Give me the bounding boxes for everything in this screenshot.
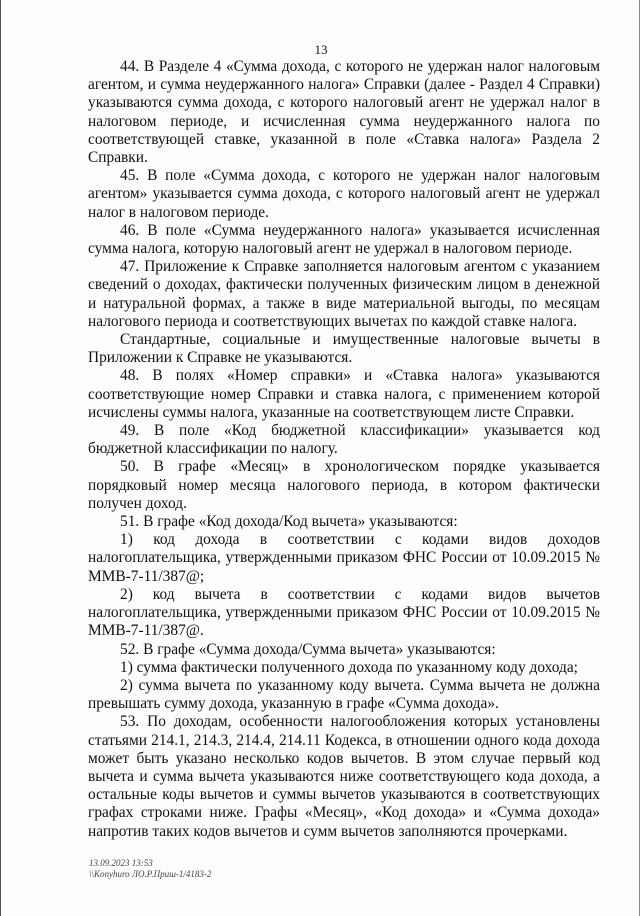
document-body [88,58,600,841]
footer-timestamp: 13.09.2023 13:53 [89,858,153,868]
page-number: 13 [314,42,328,57]
paragraph-52-item-1: 1) сумма фактически полученного дохода по указанному коду дохода; [120,658,578,676]
paragraph-50: 50. В графе «Месяц» в хронологическом порядке указывается порядковый номер месяца налогового периода, в котором фактически получен доход. [88,458,600,512]
paragraph-45: 45. В поле «Сумма дохода, с которого не удержан налог налоговым агентом» указывается сумма дохода, с которого налоговый агент не удержал налог в налоговом периоде. [88,167,600,221]
paragraph-52-item-2: 2) сумма вычета по указанному коду вычета. Сумма вычета не должна превышать сумму дохода, указанную в графе «Сумма дохода». [88,676,600,713]
paragraph-51-item-1: 1) код дохода в соответствии с кодами видов доходов налогоплательщика, утвержденными приказом ФНС России от 10.09.2015 № ММВ-7-11/387@; [88,531,600,585]
paragraph-51-item-2: 2) код вычета в соответствии с кодами видов вычетов налогоплательщика, утвержденными приказом ФНС России от 10.09.2015 № ММВ-7-11/387@. [88,585,600,640]
paragraph-48: 48. В полях «Номер справки» и «Ставка налога» указываются соответствующие номер Справки и ставка налога, с применением которой исчислены суммы налога, указанные на соответствующем листе Справки. [88,367,600,421]
footer-file-path: \\Konyhuro ЛО.Р.Приш-1/4183-2 [89,869,212,879]
paragraph-46: 46. В поле «Сумма неудержанного налога» указывается исчисленная сумма налога, которую налоговый агент не удержал в налоговом периоде. [88,221,600,258]
paragraph-44: 44. В Разделе 4 «Сумма дохода, с которого не удержан налог налоговым агентом, и сумма неудержанного налога» Справки (далее - Раздел 4 Справки) указываются сумма дохода, с которого налоговый агент не удержал налог в налоговом периоде, и исчисленная сумма неудержанного налога по соответствующей ставке, указанной в поле «Ставка налога» Раздела 2 Справки. [88,58,600,167]
paragraph-47: 47. Приложение к Справке заполняется налоговым агентом с указанием сведений о доходах, фактически полученных физическим лицом в денежной и натуральной формах, а также в виде материальной выгоды, по месяцам налогового периода и соответствующих вычетах по каждой ставке налога. [88,258,600,330]
paragraph-51: 51. В графе «Код дохода/Код вычета» указываются: [120,513,458,531]
document-footer [89,858,211,880]
paragraph-47-note: Стандартные, социальные и имущественные налоговые вычеты в Приложении к Справке не указываются. [88,331,600,367]
paragraph-52: 52. В графе «Сумма дохода/Сумма вычета» указываются: [120,640,496,658]
paragraph-53: 53. По доходам, особенности налогообложения которых установлены статьями 214.1, 214.3, 214.4, 214.11 Кодекса, в отношении одного кода дохода может быть указано несколько кодов вычетов. В этом случае первый код вычета и сумма вычета указываются ниже соответствующего кода дохода, а остальные коды вычетов и суммы вычетов указываются в соответствующих графах строками ниже. Графы «Месяц», «Код дохода» и «Сумма дохода» напротив таких кодов вычетов и сумм вычетов заполняются прочерками. [88,713,600,840]
paragraph-49: 49. В поле «Код бюджетной классификации» указывается код бюджетной классификации по налогу. [88,422,600,458]
